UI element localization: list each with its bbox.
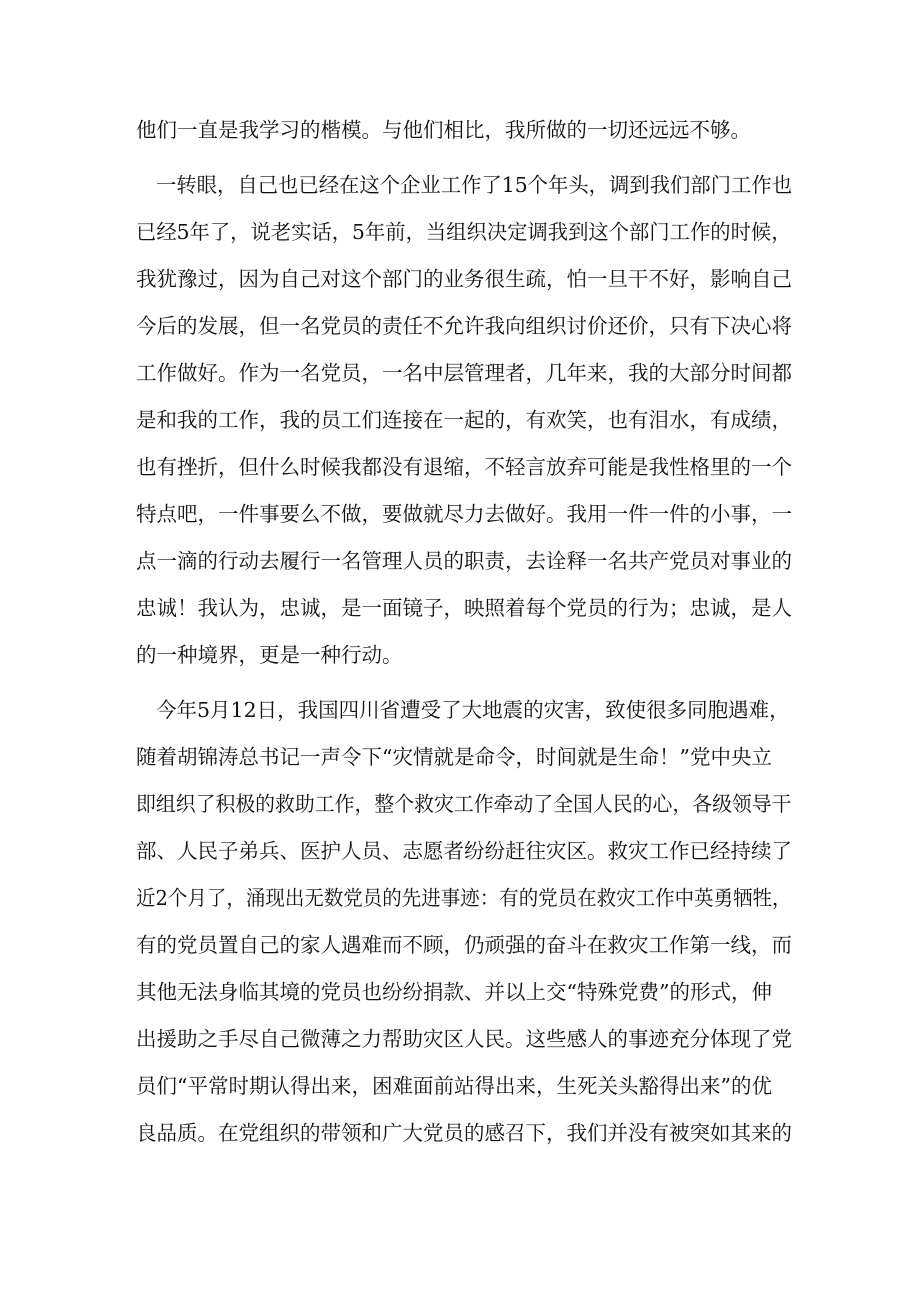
text-line: 员们“平常时期认得出来，困难面前站得出来，生死关头豁得出来”的优 bbox=[136, 1074, 772, 1098]
text-line: 忠诚！我认为，忠诚，是一面镜子，映照着每个党员的行为；忠诚，是人 bbox=[136, 596, 792, 620]
text-line: 近2个月了，涌现出无数党员的先进事迹：有的党员在救灾工作中英勇牺牲， bbox=[136, 886, 792, 910]
text-line: 随着胡锦涛总书记一声令下“灾情就是命令，时间就是生命！”党中央立 bbox=[136, 745, 772, 769]
text-line: 部、人民子弟兵、医护人员、志愿者纷纷赶往灾区。救灾工作已经持续了 bbox=[136, 839, 792, 863]
text-line: 有的党员置自己的家人遇难而不顾，仍顽强的奋斗在救灾工作第一线，而 bbox=[136, 933, 792, 957]
text-line: 已经5年了，说老实话，5年前，当组织决定调我到这个部门工作的时候， bbox=[136, 220, 792, 244]
text-line: 也有挫折，但什么时候我都没有退缩，不轻言放弃可能是我性格里的一个 bbox=[136, 455, 792, 479]
text-line: 我犹豫过，因为自己对这个部门的业务很生疏，怕一旦干不好，影响自己 bbox=[136, 267, 792, 291]
text-line: 是和我的工作，我的员工们连接在一起的，有欢笑，也有泪水，有成绩， bbox=[136, 408, 792, 432]
text-line: 点一滴的行动去履行一名管理人员的职责，去诠释一名共产党员对事业的 bbox=[136, 549, 792, 573]
text-line: 他们一直是我学习的楷模。与他们相比，我所做的一切还远远不够。 bbox=[136, 118, 751, 142]
text-line: 出援助之手尽自己微薄之力帮助灾区人民。这些感人的事迹充分体现了党 bbox=[136, 1027, 792, 1051]
text-line: 的一种境界，更是一种行动。 bbox=[136, 643, 403, 667]
text-line: 今后的发展，但一名党员的责任不允许我向组织讨价还价，只有下决心将 bbox=[136, 314, 792, 338]
text-line: 即组织了积极的救助工作，整个救灾工作牵动了全国人民的心，各级领导干 bbox=[136, 792, 792, 816]
text-line: 其他无法身临其境的党员也纷纷捐款、并以上交“特殊党费”的形式，伸 bbox=[136, 980, 772, 1004]
text-line: 今年5月12日，我国四川省遭受了大地震的灾害，致使很多同胞遇难， bbox=[156, 698, 790, 722]
text-line: 良品质。在党组织的带领和广大党员的感召下，我们并没有被突如其来的 bbox=[136, 1121, 792, 1145]
text-line: 特点吧，一件事要么不做，要做就尽力去做好。我用一件一件的小事，一 bbox=[136, 502, 792, 526]
text-line: 工作做好。作为一名党员，一名中层管理者，几年来，我的大部分时间都 bbox=[136, 361, 792, 385]
text-line: 一转眼，自己也已经在这个企业工作了15个年头，调到我们部门工作也 bbox=[156, 173, 793, 197]
